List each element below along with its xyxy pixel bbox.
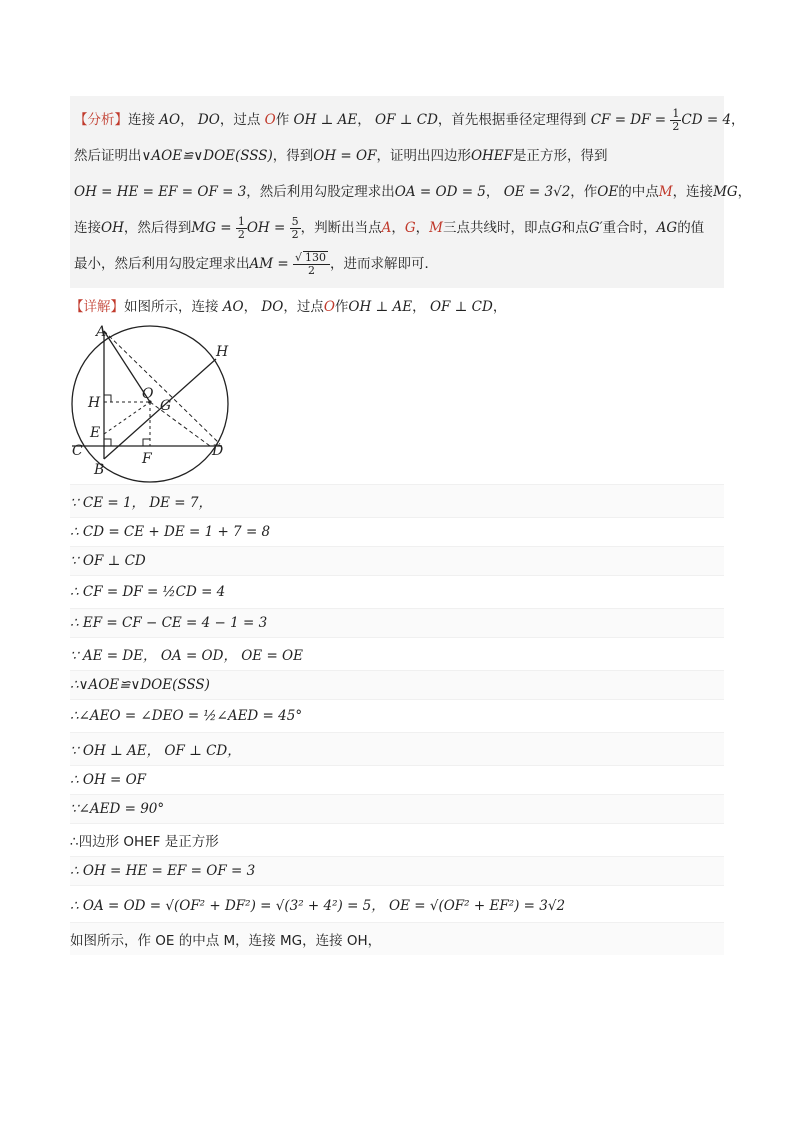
- math: G′: [588, 220, 603, 236]
- text: 三点共线时，即点: [442, 220, 551, 236]
- math: DO: [261, 299, 284, 315]
- math: O: [264, 112, 276, 128]
- math: OH: [101, 220, 124, 236]
- label-E: E: [90, 425, 101, 441]
- math: O: [323, 299, 335, 315]
- math: MG: [713, 184, 738, 200]
- text: 连接: [128, 112, 155, 128]
- label-A: A: [96, 324, 107, 340]
- math: OF ⊥ CD: [375, 112, 438, 128]
- label-O: O: [142, 386, 154, 402]
- math: AO: [222, 299, 244, 315]
- math: G: [404, 220, 416, 236]
- text: ，然后得到: [123, 220, 192, 236]
- fraction-sqrt130-over-2: $\frac{√ 130}{2}$: [293, 251, 330, 277]
- text: ，得到: [272, 148, 314, 164]
- step-row: ∵∠AED = 90°: [70, 794, 724, 823]
- label-G: G: [160, 398, 172, 414]
- text: ，过点: [219, 112, 261, 128]
- label-C: C: [72, 443, 83, 459]
- math: DO: [197, 112, 220, 128]
- analysis-line-1: 【分析】连接 AO， DO，过点 O作 OH ⊥ AE， OF ⊥ CD，首先根据垂径定理得到 CF = DF = $\frac{1}{2}$ CD = 4，: [74, 106, 745, 133]
- step-row: ∴∨AOE≌∨DOE(SSS): [70, 670, 724, 699]
- detail-tag: 【详解】: [70, 299, 124, 315]
- detail-heading: 【详解】如图所示，连接 AO， DO，过点O作OH ⊥ AE， OF ⊥ CD，: [70, 299, 507, 315]
- text: ，作: [570, 184, 598, 200]
- circle-diagram: [70, 324, 230, 484]
- step-row: ∴ EF = CF − CE = 4 − 1 = 3: [70, 608, 724, 637]
- label-H-top: H: [216, 344, 229, 360]
- label-D: D: [212, 443, 224, 459]
- step-row: ∴ OH = HE = EF = OF = 3: [70, 856, 724, 885]
- math: OA = OD = 5: [394, 184, 486, 200]
- text: 最小，然后利用勾股定理求出: [74, 256, 250, 272]
- step-row: ∵ AE = DE， OA = OD， OE = OE: [70, 637, 724, 670]
- math: OH ⊥ AE: [348, 299, 413, 315]
- label-B: B: [94, 462, 105, 478]
- math: OHEF: [470, 148, 514, 164]
- math: OF ⊥ CD: [429, 299, 493, 315]
- fraction-half: $\frac{1}{2}$: [672, 106, 680, 133]
- text: 然后证明出: [74, 148, 142, 164]
- math: OH ⊥ AE: [293, 112, 358, 128]
- analysis-line-2: [74, 138, 720, 174]
- step-row: 如图所示，作 OE 的中点 M，连接 MG，连接 OH，: [70, 922, 724, 955]
- text: 的值: [677, 220, 705, 236]
- text: ，首先根据垂径定理得到: [437, 112, 587, 128]
- math: AO: [159, 112, 181, 128]
- text: 作: [334, 299, 349, 315]
- analysis-block: [70, 96, 752, 288]
- math: G: [550, 220, 562, 236]
- fraction-half: $\frac{1}{2}$: [237, 214, 245, 241]
- step-row: ∵ CE = 1， DE = 7，: [70, 484, 724, 517]
- text: ，进而求解即可．: [330, 256, 438, 272]
- solution-content: [70, 96, 752, 955]
- geometry-figure: [70, 324, 230, 484]
- math: OH =: [246, 220, 286, 236]
- math: A: [381, 220, 392, 236]
- text: 重合时，: [602, 220, 657, 236]
- label-H-left: H: [88, 395, 101, 411]
- label-F: F: [142, 451, 152, 467]
- math: MG =: [191, 220, 232, 236]
- math: CD = 4: [681, 112, 732, 128]
- text: 和点: [561, 220, 589, 236]
- math: M: [658, 184, 673, 200]
- text: 是正方形，得到: [513, 148, 608, 164]
- fraction-five-halves: $\frac{5}{2}$: [291, 214, 299, 241]
- step-row: ∴四边形 OHEF 是正方形: [70, 823, 724, 856]
- step-row: ∴ OA = OD = √(OF² + DF²) = √(3² + 4²) = 5， OE = √(OF² + EF²) = 3√2: [70, 885, 724, 922]
- text: ，连接: [672, 184, 714, 200]
- text: ，过点: [283, 299, 324, 315]
- text: 连接: [74, 220, 101, 236]
- analysis-line-5: [74, 246, 720, 282]
- text: ，判断出当点: [300, 220, 382, 236]
- step-row: ∴ CF = DF = ½CD = 4: [70, 575, 724, 608]
- math: M: [429, 220, 443, 236]
- analysis-tag: 【分析】: [74, 112, 128, 128]
- math: OH = HE = EF = OF = 3: [74, 184, 247, 200]
- text: 作: [275, 112, 290, 128]
- text: 的中点: [618, 184, 659, 200]
- analysis-line-4: 连接OH，然后得到MG = $\frac{1}{2}$ OH = $\frac{5}{2}$ ，判断出当点A，G，M三点共线时，即点G和点G′重合时，AG的值: [74, 214, 705, 241]
- math: AG: [656, 220, 678, 236]
- math: OH = OF: [313, 148, 377, 164]
- math: ∨AOE≌∨DOE(SSS): [141, 148, 273, 164]
- step-row: ∴∠AEO = ∠DEO = ½∠AED = 45°: [70, 699, 724, 732]
- text: ，然后利用勾股定理求出: [246, 184, 395, 200]
- step-row: ∴ CD = CE + DE = 1 + 7 = 8: [70, 517, 724, 546]
- step-row: ∵ OH ⊥ AE， OF ⊥ CD，: [70, 732, 724, 765]
- math: AM =: [249, 256, 289, 272]
- step-row: ∴ OH = OF: [70, 765, 724, 794]
- analysis-line-3: OH = HE = EF = OF = 3，然后利用勾股定理求出OA = OD = 5， OE = 3√2，作OE的中点M，连接MG，: [74, 184, 752, 200]
- text: 如图所示，连接: [124, 299, 219, 315]
- math: OE: [597, 184, 619, 200]
- detail-steps: [70, 484, 724, 955]
- math: CF = DF =: [590, 112, 667, 128]
- math: OE = 3√2: [503, 184, 571, 200]
- step-row: ∵ OF ⊥ CD: [70, 546, 724, 575]
- text: ，证明出四边形: [376, 148, 471, 164]
